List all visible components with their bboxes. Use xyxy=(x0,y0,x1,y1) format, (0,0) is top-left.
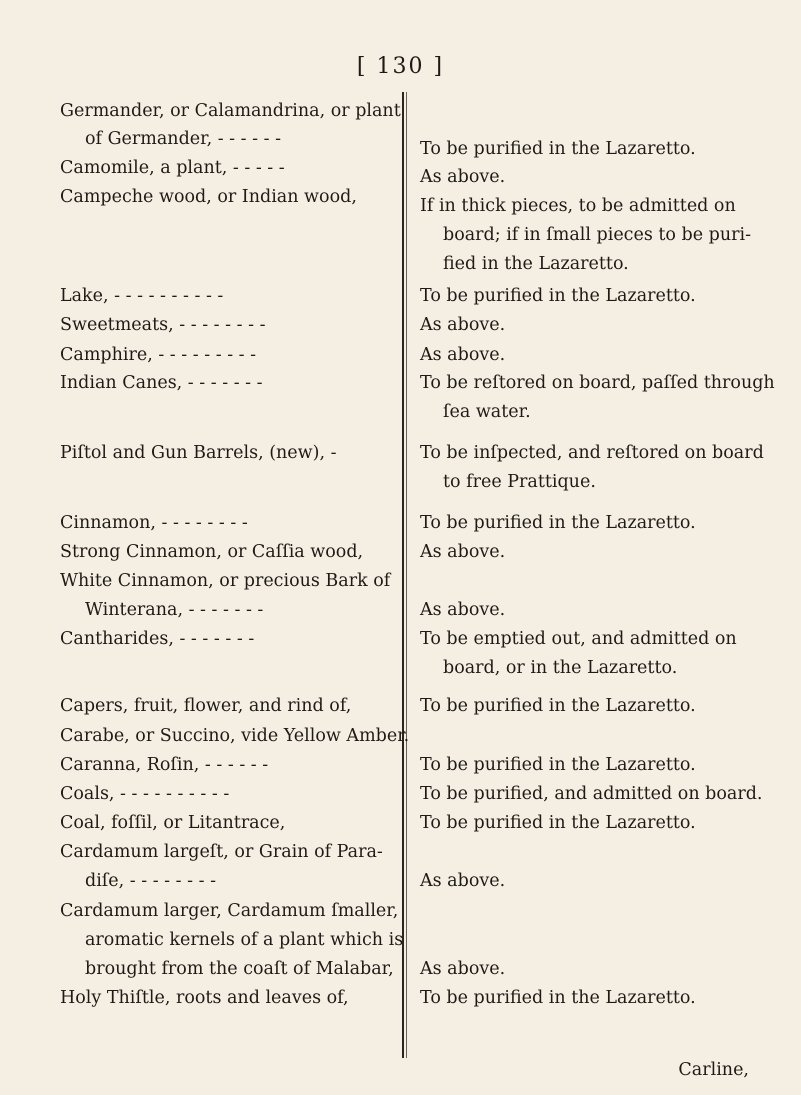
left-line: Piſtol and Gun Barrels, (new), - xyxy=(60,443,337,463)
right-line: To be reſtored on board, paſſed through xyxy=(420,373,775,393)
left-line: Holy Thiſtle, roots and leaves of, xyxy=(60,988,349,1008)
right-line: As above. xyxy=(420,959,506,979)
right-line: To be purified in the Lazaretto. xyxy=(420,513,696,533)
column-rule-thin xyxy=(406,92,407,1058)
left-line: Strong Cinnamon, or Caſſia wood, xyxy=(60,542,364,562)
left-line: Cardamum larger, Cardamum ſmaller, xyxy=(60,901,399,921)
left-line: Sweetmeats, - - - - - - - - xyxy=(60,315,266,335)
left-line: Coal, foſſil, or Litantrace, xyxy=(60,813,286,833)
right-line: As above. xyxy=(420,871,506,891)
left-line: Coals, - - - - - - - - - - xyxy=(60,784,230,804)
right-line: to free Prattique. xyxy=(443,472,596,492)
right-line: To be purified in the Lazaretto. xyxy=(420,813,696,833)
catchword: Carline, xyxy=(678,1060,749,1080)
right-line: fied in the Lazaretto. xyxy=(443,254,629,274)
left-line: Germander, or Calamandrina, or plant xyxy=(60,101,401,121)
column-rule xyxy=(402,92,404,1058)
right-line: To be purified in the Lazaretto. xyxy=(420,696,696,716)
left-line: Camomile, a plant, - - - - - xyxy=(60,158,285,178)
right-line: As above. xyxy=(420,345,506,365)
right-line: As above. xyxy=(420,167,506,187)
right-line: To be purified, and admitted on board. xyxy=(420,784,763,804)
page-number: [ 130 ] xyxy=(356,54,445,79)
left-line: brought from the coaſt of Malabar, xyxy=(85,959,394,979)
left-line: aromatic kernels of a plant which is xyxy=(85,930,404,950)
left-line: Indian Canes, - - - - - - - xyxy=(60,373,263,393)
right-line: To be purified in the Lazaretto. xyxy=(420,755,696,775)
left-line: Cinnamon, - - - - - - - - xyxy=(60,513,248,533)
right-line: To be inſpected, and reſtored on board xyxy=(420,443,764,463)
right-line: As above. xyxy=(420,600,506,620)
right-line: board, or in the Lazaretto. xyxy=(443,658,678,678)
left-line: Capers, fruit, flower, and rind of, xyxy=(60,696,352,716)
right-line: To be purified in the Lazaretto. xyxy=(420,286,696,306)
left-line: diſe, - - - - - - - - xyxy=(85,871,217,891)
right-line: board; if in ſmall pieces to be puri- xyxy=(443,225,751,245)
right-line: To be purified in the Lazaretto. xyxy=(420,988,696,1008)
left-line: Camphire, - - - - - - - - - xyxy=(60,345,257,365)
right-line: If in thick pieces, to be admitted on xyxy=(420,196,736,216)
left-line: Lake, - - - - - - - - - - xyxy=(60,286,224,306)
left-line: of Germander, - - - - - - xyxy=(85,129,281,149)
right-line: As above. xyxy=(420,542,506,562)
left-line: White Cinnamon, or precious Bark of xyxy=(60,571,391,591)
left-line: Cardamum largeſt, or Grain of Para- xyxy=(60,842,383,862)
left-line: Cantharides, - - - - - - - xyxy=(60,629,255,649)
left-line: Carabe, or Succino, vide Yellow Amber. xyxy=(60,726,410,746)
left-line: Winterana, - - - - - - - xyxy=(85,600,264,620)
left-line: Campeche wood, or Indian wood, xyxy=(60,187,357,207)
right-line: As above. xyxy=(420,315,506,335)
right-line: To be purified in the Lazaretto. xyxy=(420,139,696,159)
right-line: ſea water. xyxy=(443,402,531,422)
right-line: To be emptied out, and admitted on xyxy=(420,629,737,649)
left-line: Caranna, Roſin, - - - - - - xyxy=(60,755,269,775)
